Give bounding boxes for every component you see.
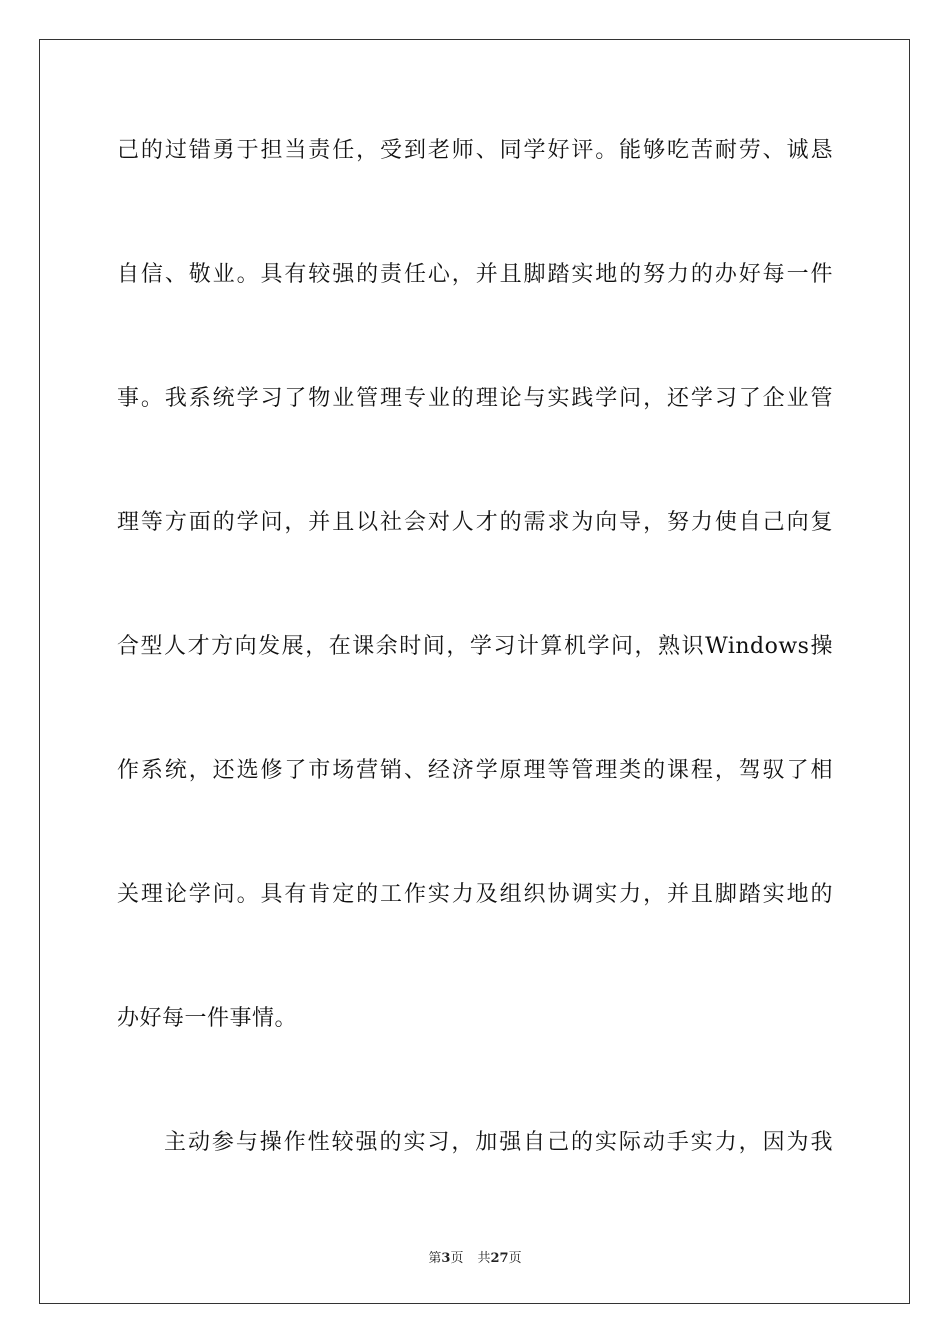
page-prefix: 第 [428,1251,442,1266]
text-line-4: 理等方面的学问，并且以社会对人才的需求为向导，努力使自己向复 [117,510,833,535]
total-suffix: 页 [508,1251,522,1266]
text-line-3: 事。我系统学习了物业管理专业的理论与实践学问，还学习了企业管 [117,386,833,411]
page-suffix: 页 [450,1251,464,1266]
text-line-6: 作系统，还选修了市场营销、经济学原理等管理类的课程，驾驭了相 [117,758,833,783]
document-body [117,130,833,1246]
text-line-5: 合型人才方向发展，在课余时间，学习计算机学问，熟识Windows操 [117,634,833,659]
total-prefix: 共 [477,1251,491,1266]
text-line-7: 关理论学问。具有肯定的工作实力及组织协调实力，并且脚踏实地的 [117,882,833,907]
total-pages: 27 [490,1251,509,1266]
text-line-1: 己的过错勇于担当责任，受到老师、同学好评。能够吃苦耐劳、诚恳 [117,138,833,163]
text-line-2: 自信、敬业。具有较强的责任心，并且脚踏实地的努力的办好每一件 [117,262,833,287]
text-line-9: 主动参与操作性较强的实习，加强自己的实际动手实力，因为我 [164,1130,833,1155]
page-footer [0,1247,950,1266]
text-line-8: 办好每一件事情。 [117,1006,298,1031]
page-number: 3 [441,1251,451,1266]
